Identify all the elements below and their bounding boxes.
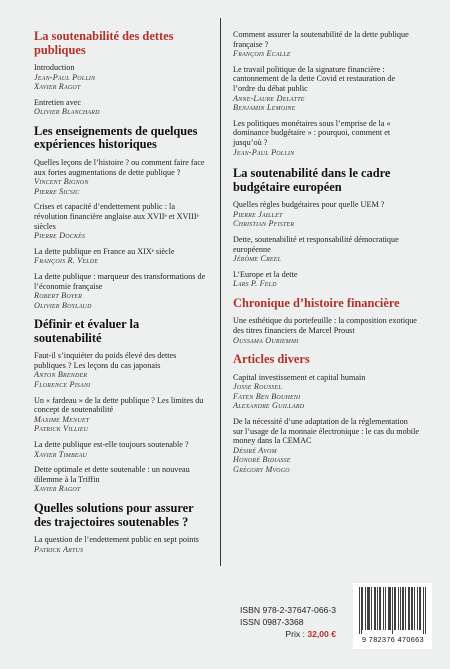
barcode-bar [423,587,424,634]
isbn-text: ISBN 978-2-37647-066-3 [240,605,337,615]
barcode-bars [359,587,426,634]
article-title: Crises et capacité d’endettement public : la révolution financière anglaise aux XVIIᵉ et XVIIIᵉ siècles [34,202,199,231]
article-title: La dette publique : marqueur des transformations de l’économie française [34,271,206,291]
barcode-bar [380,587,381,630]
price-label: Prix : [285,629,305,639]
article-title: Faut-il s’inquiéter du poids élevé des dettes publiques ? Les leçons du cas japonais [34,351,177,370]
article-entry [34,98,206,117]
article-entry [233,373,419,411]
article-author: Faten Ben Bouheni [233,391,301,401]
barcode-bar [383,587,384,630]
barcode-bar [389,587,390,630]
article-entry [233,417,419,475]
left-column [34,30,206,562]
article-title: Quelles leçons de l’histoire ? ou comment faire face aux fortes augmentations de dette publique ? [34,157,205,177]
article-title: La dette publique en France au XIXᵉ siècle [34,246,175,256]
article-author: Josse Roussel [233,382,282,392]
article-entry [34,535,206,554]
article-title: De la nécessité d’une adaptation de la réglementation sur l’usage de la monnaie électronique : le cas du mobile money dans la CEMAC [233,417,419,446]
barcode-bar [379,587,380,630]
article-title: L’Europe et la dette [233,269,298,279]
article-title: Un « fardeau » de la dette publique ? Les limites du concept de soutenabilité [34,395,204,415]
article-entry [233,119,419,157]
barcode-bar [377,587,378,630]
barcode-bar [417,587,418,630]
article-entry [233,235,419,264]
section [34,30,206,117]
article-author: Oussama Ouriemmi [233,335,299,345]
article-entry [34,63,206,92]
article-author: Patrick Villieu [34,424,89,434]
article-author: Anne-Laure Delatte [233,93,305,103]
article-title: Une esthétique du portefeuille : la composition exotique des titres financiers de Marcel Proust [233,316,417,335]
article-title: Dette optimale et dette soutenable : un nouveau dilemme à la Triffin [34,465,190,484]
article-author: Alexandre Guillard [233,401,305,411]
barcode-bar [365,587,366,630]
article-author: Maxime Menuet [34,414,90,424]
barcode-bar [375,587,376,630]
issn-text: ISSN 0987-3368 [240,617,304,627]
article-author: Désiré Avom [233,445,277,455]
article-author: François Ecalle [233,49,291,59]
article-author: Xavier Ragot [34,82,81,92]
barcode-bar [395,587,396,630]
barcode-bar [367,587,368,630]
section [34,502,206,554]
barcode-bar [368,587,369,630]
article-author: Xavier Ragot [34,484,81,494]
article-author: Lars P. Feld [233,279,277,289]
barcode [353,583,432,649]
section [233,353,419,474]
article-author: Vincent Bignon [34,177,89,187]
barcode-number: 9 782376 470663 [362,635,424,644]
article-entry [34,440,206,459]
section [233,167,419,289]
article-title: Le travail politique de la signature financière : cantonnement de la dette Covid et restauration de l’ordre du débat public [233,64,396,93]
barcode-bar [390,587,391,630]
barcode-bar [408,587,409,630]
barcode-bar [403,587,404,630]
article-entry [233,65,419,113]
section-title: Définir et évaluer la soutenabilité [34,317,140,345]
column-divider [220,18,221,566]
section-title: Quelles solutions pour assurer des trajectoires soutenables ? [34,501,194,529]
article-author: Xavier Timbeau [34,449,88,459]
barcode-bar [419,587,420,630]
article-entry [233,270,419,289]
barcode-bar [412,587,413,630]
article-author: Patrick Artus [34,544,84,554]
article-title: Capital investissement et capital humain [233,372,366,382]
article-entry [34,158,206,196]
article-author: Grégory Mvogo [233,465,290,474]
section-title: La soutenabilité des dettes publiques [34,29,174,57]
article-author: Olivier Blanchard [34,107,100,117]
barcode-bar [374,587,375,630]
article-entry [34,247,206,266]
article-author: Anton Brender [34,370,88,380]
article-author: Pierre Sicsic [34,186,80,196]
right-column [233,30,419,483]
barcode-bar [394,587,395,630]
article-entry [233,200,419,229]
section [34,318,206,494]
barcode-bar [405,587,406,630]
barcode-bar [385,587,386,630]
section-title: Les enseignements de quelques expériences historiques [34,123,198,152]
barcode-bar [361,587,362,634]
barcode-bar [392,587,393,634]
section [233,30,419,157]
article-author: Robert Boyer [34,291,83,301]
barcode-bar [400,587,401,630]
barcode-bar [362,587,363,630]
article-entry [34,272,206,310]
article-author: Benjamin Lemoine [233,103,296,113]
barcode-bar [402,587,403,630]
article-title: Entretien avec [34,97,82,107]
isbn-block [240,604,350,640]
article-author: Jean-Paul Pollin [233,147,295,157]
section-title: Chronique d’histoire financière [233,295,400,310]
article-author: Honoré Bidiasse [233,455,291,465]
article-entry [34,202,206,240]
article-title: Quelles règles budgétaires pour quelle UEM ? [233,200,385,210]
article-author: Christian Pfister [233,219,295,229]
article-entry [34,396,206,434]
barcode-bar [398,587,399,630]
article-entry [233,316,419,345]
barcode-bar [420,587,421,630]
article-title: Comment assurer la soutenabilité de la dette publique française ? [233,30,409,49]
barcode-bar [359,587,360,634]
article-title: Les politiques monétaires sous l’emprise de la « dominance budgétaire » : pourquoi, comment et jusqu’où ? [233,118,391,147]
price-line [240,628,350,640]
article-title: La question de l’endettement public en sept points [34,535,199,544]
article-author: François R. Velde [34,256,99,266]
article-author: Florence Pisani [34,380,91,390]
article-author: Jean-Paul Pollin [34,72,96,82]
section [233,297,419,345]
article-author: Jérôme Creel [233,254,282,264]
section-title: Articles divers [233,352,310,367]
barcode-bar [411,587,412,630]
article-author: Pierre Dockès [34,231,86,241]
barcode-bar [369,587,370,630]
barcode-bar [388,587,389,630]
article-entry [233,30,419,59]
barcode-bar [414,587,415,630]
barcode-bar [409,587,410,630]
price-value: 32,00 € [307,629,336,639]
article-title: Introduction [34,63,75,72]
barcode-bar [371,587,372,630]
article-entry [34,351,206,389]
article-entry [34,465,206,494]
section-title: La soutenabilité dans le cadre budgétaire européen [233,166,391,194]
article-author: Olivier Boylaud [34,300,92,310]
article-title: Dette, soutenabilité et responsabilité démocratique européenne [233,234,399,254]
section [34,125,206,310]
article-title: La dette publique est-elle toujours soutenable ? [34,440,189,450]
article-author: Pierre Jaillet [233,209,283,219]
barcode-bar [425,587,426,634]
